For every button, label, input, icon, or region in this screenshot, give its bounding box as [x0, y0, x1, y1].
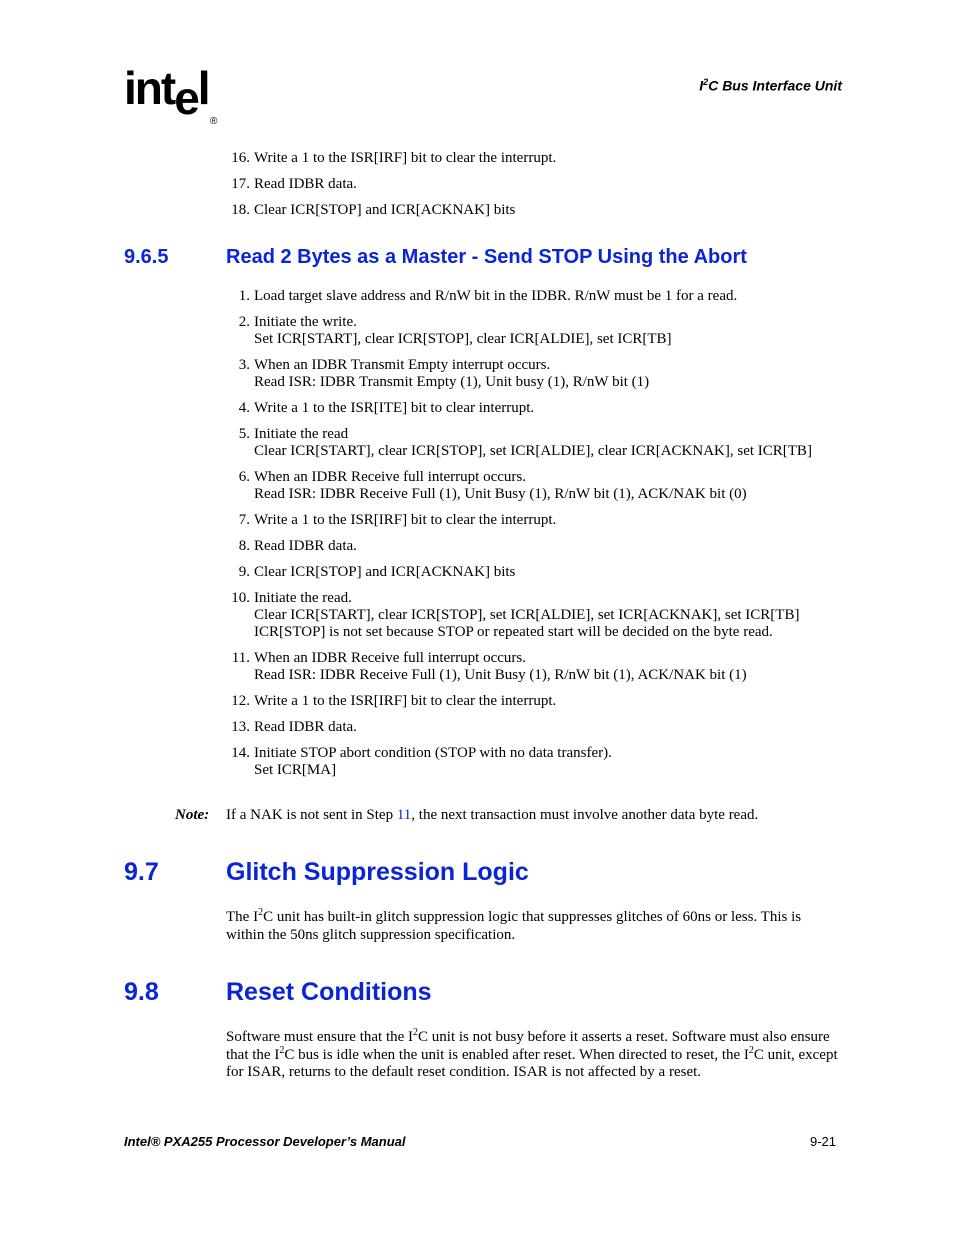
list-item: [226, 538, 812, 555]
list-item-text: Initiate the read.: [254, 590, 352, 606]
list-item: [226, 512, 812, 529]
list-item-number: 5.: [238, 426, 250, 442]
section-title: Glitch Suppression Logic: [226, 858, 529, 886]
list-item-text: Initiate the read: [254, 426, 349, 442]
list-item-number: 13.: [231, 719, 250, 735]
list-item-text: Clear ICR[START], clear ICR[STOP], set ICR[ALDIE], set ICR[ACKNAK], set ICR[TB]: [254, 607, 800, 623]
list-item-number: 17.: [231, 176, 250, 192]
list-item-text: Initiate the write.: [254, 314, 357, 330]
list-item-text: Clear ICR[STOP] and ICR[ACKNAK] bits: [254, 564, 516, 580]
list-item-number: 7.: [238, 512, 250, 528]
list-item-text: Initiate STOP abort condition (STOP with no data transfer).: [254, 745, 612, 761]
list-item: [226, 745, 812, 779]
footer-page-number: 9-21: [809, 1134, 836, 1149]
running-header: $I^2C$ Bus Interface Unit: [699, 77, 842, 94]
list-item: [226, 314, 812, 348]
list-item-text: When an IDBR Receive full interrupt occurs.: [254, 650, 526, 666]
list-item-text: Load target slave address and R/nW bit in the IDBR. R/nW must be 1 for a read.: [254, 288, 738, 304]
list-item-number: 2.: [238, 314, 250, 330]
list-item-text: Read IDBR data.: [254, 176, 357, 192]
list-item: [226, 693, 812, 710]
list-item-text: Read IDBR data.: [254, 538, 357, 554]
list-item-text: Write a 1 to the ISR[IRF] bit to clear the interrupt.: [254, 150, 557, 166]
list-item-number: 12.: [231, 693, 250, 709]
section-title: Read 2 Bytes as a Master - Send STOP Using the Abort: [226, 246, 747, 268]
list-item-text: Read ISR: IDBR Receive Full (1), Unit Busy (1), R/nW bit (1), ACK/NAK bit (0): [254, 486, 747, 502]
section-number: 9.7: [124, 858, 159, 886]
list-item: [226, 650, 812, 684]
list-item-number: 4.: [238, 400, 250, 416]
list-item: [226, 176, 556, 193]
intel-logo-text: intel: [124, 62, 209, 124]
reset-paragraph: Software must ensure that the $I^2C$ unit is not busy before it asserts a reset. Software must also ensure that the $I^2C$ bus is idle when the unit is enabled after reset. When directed to reset, the $I^2C$ unit, except for ISAR, returns to the default reset condition. ISAR is not affected by a reset.: [226, 1027, 838, 1080]
list-item: [226, 150, 556, 167]
list-item-number: 18.: [231, 202, 250, 218]
footer-manual-title: Intel® PXA255 Processor Developer’s Manual: [124, 1134, 406, 1149]
list-item-text: Clear ICR[START], clear ICR[STOP], set ICR[ALDIE], clear ICR[ACKNAK], set ICR[TB]: [254, 443, 812, 459]
list-item-number: 11.: [231, 650, 250, 666]
continued-step-list: [226, 150, 556, 228]
list-item-text: Write a 1 to the ISR[IRF] bit to clear the interrupt.: [254, 512, 557, 528]
list-item: [226, 202, 556, 219]
list-item-text: Set ICR[MA]: [254, 762, 337, 778]
section-number: 9.6.5: [124, 246, 169, 268]
registered-mark: ®: [210, 116, 218, 127]
note-label: Note:: [175, 807, 210, 823]
list-item: [226, 288, 812, 305]
list-item-number: 10.: [231, 590, 250, 606]
list-item-text: Read ISR: IDBR Transmit Empty (1), Unit busy (1), R/nW bit (1): [254, 374, 650, 390]
list-item-text: Read IDBR data.: [254, 719, 357, 735]
section-number: 9.8: [124, 978, 159, 1006]
intel-logo: [124, 58, 218, 127]
list-item: [226, 719, 812, 736]
list-item-text: Set ICR[START], clear ICR[STOP], clear ICR[ALDIE], set ICR[TB]: [254, 331, 672, 347]
list-item: [226, 357, 812, 391]
list-item: [226, 469, 812, 503]
list-item-text: ICR[STOP] is not set because STOP or repeated start will be decided on the byte read.: [254, 624, 773, 640]
list-item: [226, 590, 812, 641]
glitch-paragraph: The $I^2C$ unit has built-in glitch suppression logic that suppresses glitches of 60ns or less. This is within the 50ns glitch suppression specification.: [226, 907, 802, 943]
list-item: [226, 400, 812, 417]
list-item-text: When an IDBR Transmit Empty interrupt occurs.: [254, 357, 551, 373]
list-item-text: When an IDBR Receive full interrupt occurs.: [254, 469, 526, 485]
list-item-number: 8.: [238, 538, 250, 554]
list-item-text: Write a 1 to the ISR[IRF] bit to clear the interrupt.: [254, 693, 557, 709]
list-item-text: Write a 1 to the ISR[ITE] bit to clear interrupt.: [254, 400, 535, 416]
list-item: [226, 426, 812, 460]
list-item-text: Read ISR: IDBR Receive Full (1), Unit Busy (1), R/nW bit (1), ACK/NAK bit (1): [254, 667, 747, 683]
list-item-number: 3.: [238, 357, 250, 373]
note-body: If a NAK is not sent in Step 11, the next transaction must involve another data byte read.: [226, 807, 759, 823]
list-item-number: 1.: [238, 288, 250, 304]
step-11-link[interactable]: 11: [396, 807, 412, 823]
list-item-number: 6.: [238, 469, 250, 485]
section-title: Reset Conditions: [226, 978, 432, 1006]
list-item: [226, 564, 812, 581]
list-item-number: 16.: [231, 150, 250, 166]
step-list: [226, 288, 812, 788]
list-item-text: Clear ICR[STOP] and ICR[ACKNAK] bits: [254, 202, 516, 218]
list-item-number: 14.: [231, 745, 250, 761]
list-item-number: 9.: [238, 564, 250, 580]
